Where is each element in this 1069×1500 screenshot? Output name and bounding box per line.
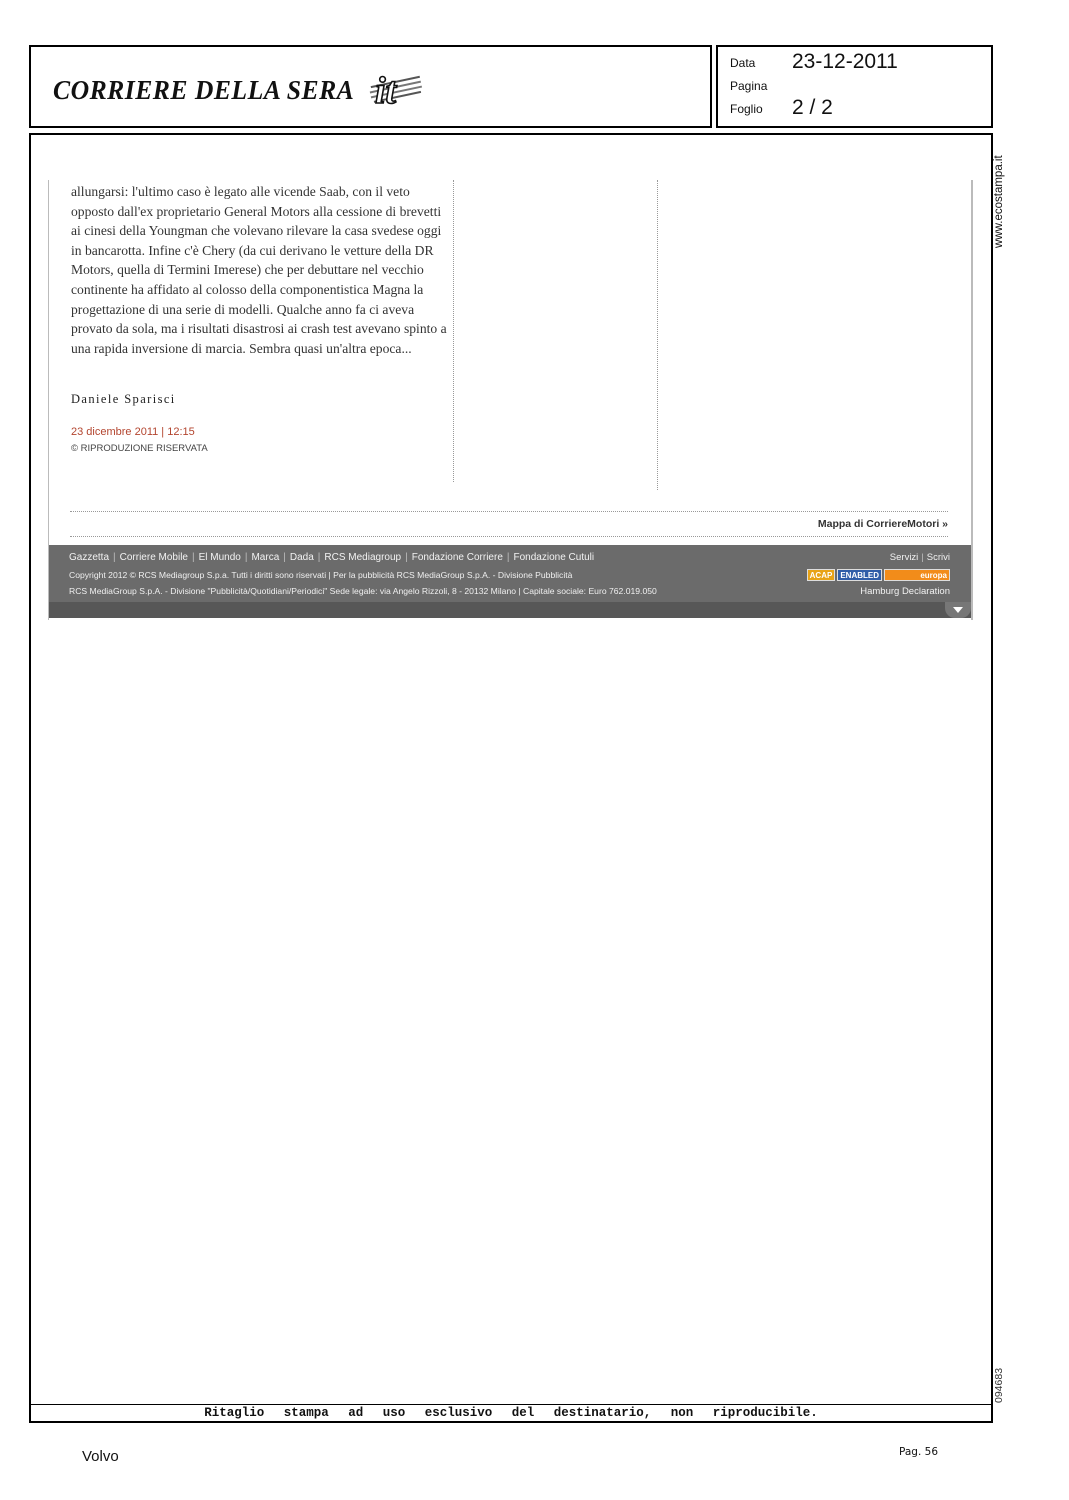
newspaper-logo-box bbox=[29, 45, 712, 128]
clipping-notice: Ritaglio stampa ad uso esclusivo del destinatario, non riproducibile. bbox=[204, 1406, 818, 1420]
footer-badges bbox=[807, 569, 950, 581]
footer-link-el-mundo[interactable]: El Mundo bbox=[198, 552, 241, 563]
hamburg-declaration[interactable]: Hamburg Declaration bbox=[860, 586, 950, 597]
footer-right-links: Servizi | Scrivi bbox=[889, 552, 950, 563]
europa-badge[interactable]: europa bbox=[884, 569, 950, 581]
footer-link-fondazione-cutuli[interactable]: Fondazione Cutuli bbox=[513, 552, 595, 563]
page-number: Pag. 56 bbox=[899, 1446, 938, 1458]
enabled-badge[interactable]: ENABLED bbox=[837, 569, 882, 581]
foglio-label: Foglio bbox=[730, 102, 763, 116]
side-code: 094683 bbox=[993, 1367, 1005, 1403]
divider bbox=[70, 536, 948, 537]
svg-text:it: it bbox=[375, 70, 397, 112]
newspaper-logo: CORRIERE DELLA SERA bbox=[53, 75, 355, 105]
logo-it-mark bbox=[366, 65, 426, 120]
article-date: 23 dicembre 2011 | 12:15 bbox=[71, 426, 195, 438]
divider bbox=[70, 511, 948, 512]
footer-link-gazzetta[interactable]: Gazzetta bbox=[69, 552, 110, 563]
scroll-down-button[interactable] bbox=[945, 602, 971, 618]
footer-topic: Volvo bbox=[82, 1448, 119, 1465]
data-label: Data bbox=[730, 56, 756, 70]
footer-link-dada[interactable]: Dada bbox=[289, 552, 314, 563]
footer-strip bbox=[49, 602, 971, 618]
article-rights: © RIPRODUZIONE RISERVATA bbox=[71, 443, 208, 454]
chevron-down-icon bbox=[945, 602, 971, 618]
site-footer bbox=[49, 545, 971, 618]
footer-link-marca[interactable]: Marca bbox=[251, 552, 280, 563]
footer-link-scrivi[interactable]: Scrivi bbox=[926, 552, 950, 563]
footer-legal: RCS MediaGroup S.p.A. - Divisione "Pubblicità/Quotidiani/Periodici" Sede legale: via Angelo Rizzoli, 8 - 20132 Milano | Capitale sociale: Euro 762.019.050 bbox=[69, 586, 657, 596]
footer-link-servizi[interactable]: Servizi bbox=[889, 552, 919, 563]
frame-divider bbox=[29, 1404, 993, 1405]
acap-badge[interactable]: ACAP bbox=[807, 569, 836, 581]
metadata-box bbox=[716, 45, 993, 128]
footer-link-rcs-mediagroup[interactable]: RCS Mediagroup bbox=[324, 552, 402, 563]
article-author: Daniele Sparisci bbox=[71, 392, 176, 406]
article-body: allungarsi: l'ultimo caso è legato alle vicende Saab, con il veto opposto dall'ex proprietario General Motors alla cessione di brevetti ai cinesi della Youngman che volevano rilevare la casa svedese oggi in bancarotta. Infine c'è Chery (da cui derivano le vetture della DR Motors, quella di Termini Imerese) che per debuttare nel vecchio continente ha affidato al colosso della componentistica Magna la progettazione di una serie di modelli. Qualche anno fa ci aveva provato da sola, ma i risultati disastrosi ai crash test avevano spinto a una rapida inversione di marcia. Sembra quasi un'altra epoca... bbox=[71, 184, 447, 356]
column-divider bbox=[453, 180, 454, 482]
map-link[interactable]: Mappa di CorriereMotori » bbox=[817, 518, 948, 530]
column-divider bbox=[657, 180, 658, 490]
side-url: www.ecostampa.it bbox=[993, 155, 1005, 248]
footer-link-corriere-mobile[interactable]: Corriere Mobile bbox=[119, 552, 188, 563]
data-value: 23-12-2011 bbox=[792, 50, 898, 73]
footer-link-fondazione-corriere[interactable]: Fondazione Corriere bbox=[411, 552, 503, 563]
footer-copyright: Copyright 2012 © RCS Mediagroup S.p.a. Tutti i diritti sono riservati | Per la pubblicità RCS MediaGroup S.p.A. - Divisione Pubblicità bbox=[69, 570, 573, 580]
page-border-right bbox=[971, 180, 973, 620]
footer-links: Gazzetta | Corriere Mobile | El Mundo | Marca | Dada | RCS Mediagroup | Fondazione Corriere | Fondazione Cutuli bbox=[69, 552, 595, 563]
foglio-value: 2 / 2 bbox=[792, 96, 833, 119]
pagina-label: Pagina bbox=[730, 79, 768, 93]
